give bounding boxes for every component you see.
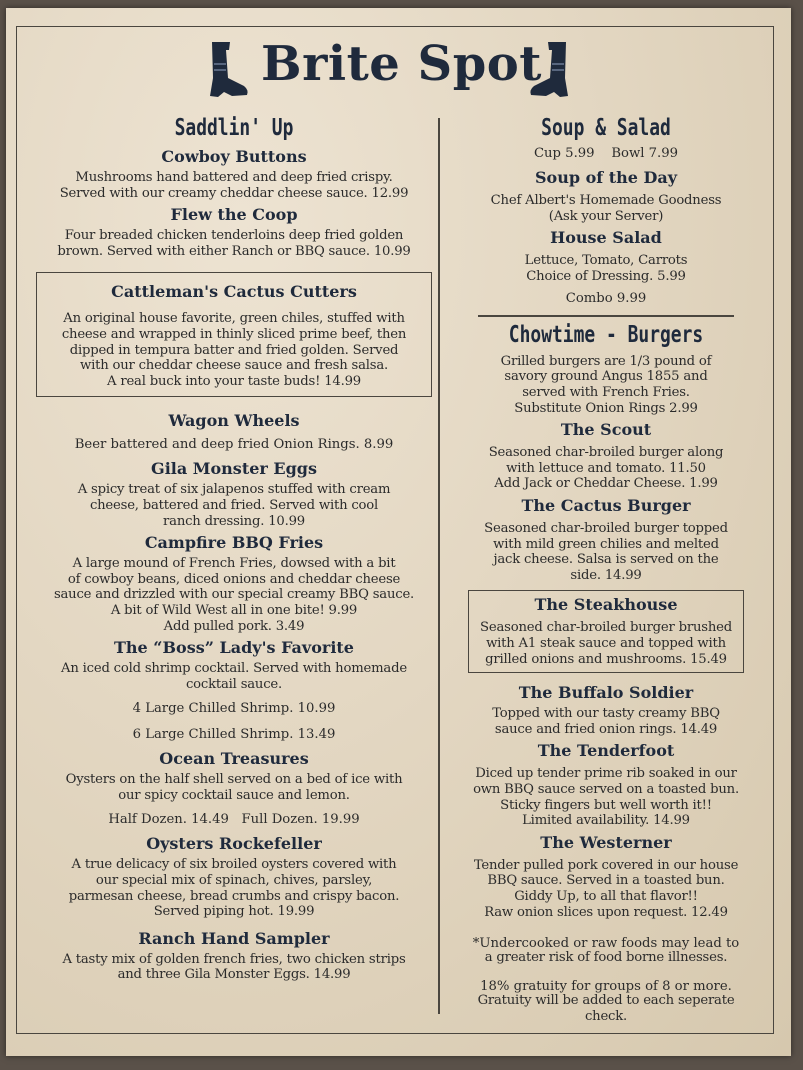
item-desc: A real buck into your taste buds! 14.99 [107,373,361,389]
item-desc: A tasty mix of golden french fries, two chicken strips [62,951,406,967]
burger-intro: served with French Fries. [522,385,690,401]
item-desc: with lettuce and tomato. 11.50 [506,460,706,476]
item-desc: grilled onions and mushrooms. 15.49 [485,651,727,667]
item-desc: A large mound of French Fries, dowsed with a bit [72,556,396,572]
item-name: The Steakhouse [534,595,678,615]
item-desc: Tender pulled pork covered in our house [473,857,739,873]
item-desc: Seasoned char-broiled burger topped [484,521,728,537]
item-desc: A spicy treat of six jalapenos stuffed with cream [77,482,391,498]
item-name: Gila Monster Eggs [151,459,317,479]
item-desc: our spicy cocktail sauce and lemon. [118,787,350,803]
section-title-burgers: Chowtime - Burgers [508,321,704,348]
item-name: The “Boss” Lady's Favorite [114,638,354,658]
item-desc: Beer battered and deep fried Onion Rings. 8.99 [74,437,394,453]
item-desc: sauce and drizzled with our special creamy BBQ sauce. [53,587,415,603]
item-desc: jack cheese. Salsa is served on the [493,552,719,568]
item-desc: with mild green chilies and melted [493,536,719,552]
item-desc: Add pulled pork. 3.49 [163,618,305,634]
item-name: The Cactus Burger [521,496,691,516]
soup-prices: Cup 5.99 Bowl 7.99 [533,146,679,161]
item-desc: brown. Served with either Ranch or BBQ sauce. 10.99 [57,243,411,259]
section-title-soup-salad: Soup & Salad [541,115,671,141]
item-option: 4 Large Chilled Shrimp. 10.99 [132,701,336,717]
item-desc: dipped in tempura batter and fried golden. Served [69,342,399,358]
item-desc: with our cheddar cheese sauce and fresh salsa. [79,358,388,374]
section-title-appetizers: Saddlin' Up [174,115,294,141]
item-desc: Mushrooms hand battered and deep fried crispy. [75,170,393,185]
item-name: Ocean Treasures [159,749,309,769]
item-prices: Half Dozen. 14.49 Full Dozen. 19.99 [108,812,360,828]
item-desc: Topped with our tasty creamy BBQ [492,706,720,722]
item-desc: parmesan cheese, bread crumbs and crispy bacon. [68,888,400,904]
item-desc: cheese, battered and fried. Served with cool [89,497,379,513]
item-desc: Seasoned char-broiled burger brushed [480,620,732,636]
item-option: 6 Large Chilled Shrimp. 13.49 [132,727,336,743]
item-desc: Chef Albert's Homemade Goodness [490,193,722,208]
item-desc: A bit of Wild West all in one bite! 9.99 [110,602,358,618]
item-desc: Giddy Up, to all that flavor!! [514,888,698,904]
item-desc: sauce and fried onion rings. 14.49 [494,721,718,737]
item-name: The Buffalo Soldier [518,683,694,703]
item-desc: Lettuce, Tomato, Carrots [524,253,688,269]
item-desc: Choice of Dressing. 5.99 [526,268,686,284]
burger-intro: Grilled burgers are 1/3 pound of [500,353,712,369]
featured-item-box [36,272,432,397]
item-name: Ranch Hand Sampler [138,928,330,948]
restaurant-title: Brite Spot [261,36,542,92]
item-name: The Scout [560,420,652,440]
gratuity-notice: 18% gratuity for groups of 8 or more. [480,979,732,995]
featured-item-box [468,590,744,673]
item-desc: Served piping hot. 19.99 [153,904,315,920]
item-desc: A true delicacy of six broiled oysters covered with [71,857,397,873]
item-desc: cocktail sauce. [186,676,282,692]
item-desc: of cowboy beans, diced onions and cheddar cheese [67,571,401,587]
item-name: Wagon Wheels [168,411,300,431]
item-desc: and three Gila Monster Eggs. 14.99 [117,967,351,983]
item-desc: Diced up tender prime rib soaked in our [475,766,737,782]
item-desc: side. 14.99 [570,567,642,583]
item-desc: (Ask your Server) [548,208,664,224]
item-desc: An original house favorite, green chiles, stuffed with [63,311,405,327]
soup-burgers-column [458,114,754,1025]
item-desc: Raw onion slices upon request. 12.49 [484,904,728,920]
gratuity-notice: check. [584,1008,628,1024]
item-desc: ranch dressing. 10.99 [163,513,305,529]
item-desc: cheese and wrapped in thinly sliced prime beef, then [61,326,407,342]
gratuity-notice: Gratuity will be added to each seperate [477,992,735,1008]
food-safety-notice: *Undercooked or raw foods may lead to [472,936,740,952]
item-name: Flew the Coop [170,205,298,225]
item-name: The Tenderfoot [537,741,675,761]
item-desc: with A1 steak sauce and topped with [486,636,726,651]
burger-intro: Substitute Onion Rings 2.99 [514,400,698,416]
column-divider [438,118,440,1014]
item-name: Soup of the Day [534,168,678,187]
item-desc: Add Jack or Cheddar Cheese. 1.99 [494,476,718,492]
item-name: Campfire BBQ Fries [144,533,324,553]
item-desc: Sticky fingers but well worth it!! [500,797,712,813]
item-desc: our special mix of spinach, chives, parsley, [95,873,373,889]
item-desc: An iced cold shrimp cocktail. Served with homemade [61,661,407,677]
item-desc: Oysters on the half shell served on a bed of ice with [65,772,403,788]
item-combo: Combo 9.99 [565,291,647,307]
item-desc: own BBQ sauce served on a toasted bun. [473,781,739,797]
appetizers-column [36,114,432,984]
section-divider [478,315,734,317]
item-desc: Four breaded chicken tenderloins deep fried golden [64,228,404,244]
item-desc: BBQ sauce. Served in a toasted bun. [487,873,725,889]
item-desc: Served with our creamy cheddar cheese sauce. 12.99 [59,185,409,201]
item-name: Cowboy Buttons [161,147,307,166]
food-safety-notice: a greater risk of food borne illnesses. [484,949,728,965]
item-desc: Seasoned char-broiled burger along [488,445,724,461]
item-name: House Salad [550,228,662,248]
burger-intro: savory ground Angus 1855 and [504,369,708,385]
item-name: The Westerner [540,832,672,852]
item-name: Oysters Rockefeller [146,834,322,854]
item-desc: Limited availability. 14.99 [522,813,690,829]
item-name: Cattleman's Cactus Cutters [111,282,357,302]
